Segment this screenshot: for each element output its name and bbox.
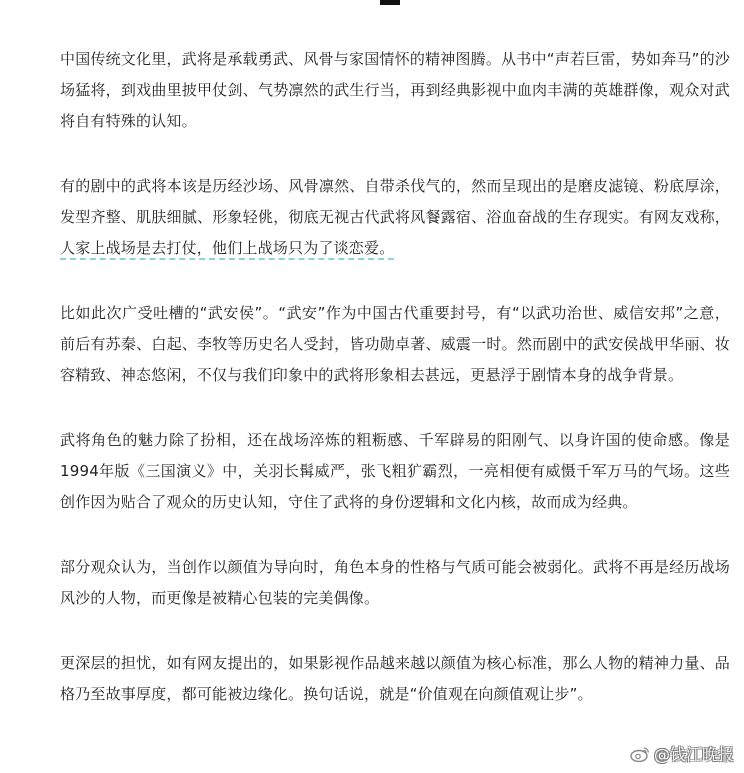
source-watermark [630,742,734,765]
paragraph-3: 比如此次广受吐槽的“武安侯”。“武安”作为中国古代重要封号，有“以武功治世、威信安邦”之意，前后有苏秦、白起、李牧等历史名人受封，皆功勋卓著、威震一时。然而剧中的武安侯战甲华丽、妆容精致、神态悠闲，不仅与我们印象中的武将形象相去甚远，更悬浮于剧情本身的战争背景。 [60,304,730,384]
paragraph-4: 武将角色的魅力除了扮相，还在战场淬炼的粗粝感、千军辟易的阳刚气、以身许国的使命感。像是1994年版《三国演义》中，关羽长髯威严，张飞粗犷霸烈，一亮相便有威慑千军万马的气场。这些创作因为贴合了观众的历史认知，守住了武将的身份逻辑和文化内核，故而成为经典。 [60,431,730,511]
weibo-icon [630,746,650,762]
top-divider-bar [380,0,400,5]
article-body [60,44,730,710]
paragraph-2-text: 有的剧中的武将本该是历经沙场、风骨凛然、自带杀伐气的，然而呈现出的是磨皮滤镜、粉底厚涂，发型齐整、肌肤细腻、形象轻佻，彻底无视古代武将风餐露宿、浴血奋战的生存现实。有网友戏称， [60,177,730,226]
paragraph-2 [60,171,730,264]
highlighted-quote: 人家上战场是去打仗，他们上战场只为了谈恋爱。 [60,239,394,260]
paragraph-1: 中国传统文化里，武将是承载勇武、风骨与家国情怀的精神图腾。从书中“声若巨雷，势如奔马”的沙场猛将，到戏曲里披甲仗剑、气势凛然的武生行当，再到经典影视中血肉丰满的英雄群像，观众对武将自有特殊的认知。 [60,50,730,130]
paragraph-6: 更深层的担忧，如有网友提出的，如果影视作品越来越以颜值为核心标准，那么人物的精神力量、品格乃至故事厚度，都可能被边缘化。换句话说，就是“价值观在向颜值观让步”。 [60,654,730,703]
watermark-text: @钱江晚报 [653,745,734,764]
paragraph-5: 部分观众认为，当创作以颜值为导向时，角色本身的性格与气质可能会被弱化。武将不再是经历战场风沙的人物，而更像是被精心包装的完美偶像。 [60,558,730,607]
